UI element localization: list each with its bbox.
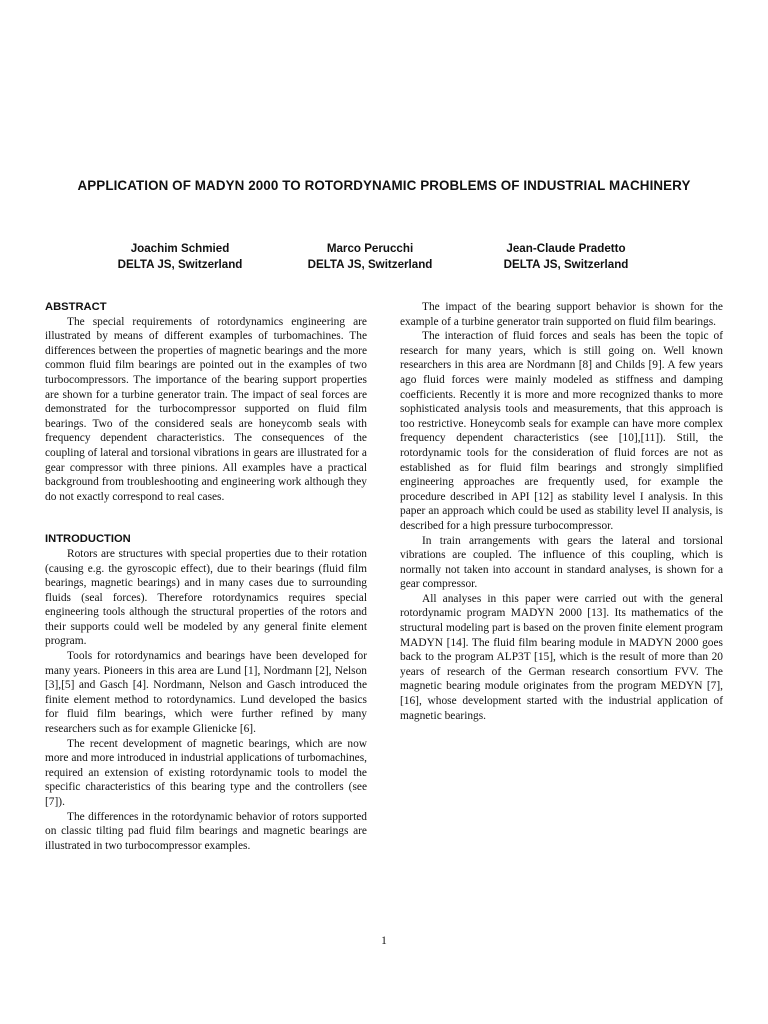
introduction-paragraph: Tools for rotordynamics and bearings have been developed for many years. Pioneers in this area are Lund [1], Nordmann [2], Nelson [3],[5] and Gasch [4]. Nordmann, Nelson and Gasch introduced the finite element method to rotordynamics. Lund developed the basics for fluid film bearings, which were further refined by many researchers such as for example Glienicke [6]. bbox=[45, 650, 367, 736]
author-block bbox=[270, 241, 470, 273]
author-affiliation: DELTA JS, Switzerland bbox=[117, 258, 243, 271]
body-paragraph: All analyses in this paper were carried out with the general rotordynamic program MADYN 2000 [13]. Its mathematics of the structural modeling part is based on the proven finite element program MADYN [14]. The fluid film bearing module in MADYN 2000 goes back to the program ALP3T [15], which is the result of more than 20 years of research of the German research consortium FVV. The magnetic bearing module originates from the program MEDYN [7],[16], whose development started with the industrial application of magnetic bearings. bbox=[400, 592, 723, 722]
body-paragraph: In train arrangements with gears the lateral and torsional vibrations are coupled. The influence of this coupling, which is normally not taken into account in standard analyses, is shown for a gear compressor. bbox=[400, 534, 723, 591]
paper-title: APPLICATION OF MADYN 2000 TO ROTORDYNAMIC PROBLEMS OF INDUSTRIAL MACHINERY bbox=[77, 178, 691, 193]
body-paragraph: The interaction of fluid forces and seals has been the topic of research for many years, which is still going on. Well known researchers in this area are Nordmann [8] and Childs [9]. A few years ago fluid forces were mainly modeled as stiffness and damping coefficients. Recently it is more and more recognized thanks to more sophisticated analysis tools and measurements, that this approach is too restrictive. Honeycomb seals for example can have more complex frequency dependent characteristics (see [10],[11]). Still, the rotordynamic tools for the consideration of fluid forces are not as established as for fluid film bearings and strongly simplified engineering approaches are frequently used, for example the procedure described in API [12] as stability level I analysis. In this paper an approach which could be used as stability level II analysis, is described for a high pressure turbocompressor. bbox=[400, 330, 723, 532]
author-block bbox=[466, 241, 666, 273]
author-name: Jean-Claude Pradetto bbox=[506, 242, 626, 255]
author-affiliation: DELTA JS, Switzerland bbox=[307, 258, 433, 271]
introduction-heading: INTRODUCTION bbox=[45, 533, 131, 546]
introduction-paragraph: Rotors are structures with special properties due to their rotation (causing e.g. the gyroscopic effect), due to their bearings (fluid film bearings, magnetic bearings) and in many cases due to surrounding fluids (seal forces). Therefore rotordynamics requires special engineering tools although the structural properties of the rotors and their supports could well be modeled by any general finite element program. bbox=[45, 547, 367, 648]
body-paragraph: The impact of the bearing support behavior is shown for the example of a turbine generator train supported on fluid film bearings. bbox=[400, 301, 723, 328]
author-name: Marco Perucchi bbox=[326, 242, 414, 255]
abstract-heading: ABSTRACT bbox=[45, 301, 107, 313]
introduction-paragraph: The recent development of magnetic bearings, which are now more and more introduced in industrial applications of turbomachines, required an extension of existing rotordynamic tools to model the specific characteristics of this bearing type and the controllers (see [7]). bbox=[45, 737, 367, 808]
page-number: 1 bbox=[381, 935, 387, 947]
author-name: Joachim Schmied bbox=[130, 242, 230, 255]
abstract-paragraph: The special requirements of rotordynamics engineering are illustrated by means of different examples of turbomachines. The differences between the properties of magnetic bearings and the more common fluid film bearings are pointed out in the examples of two turbocompressors. The importance of the bearing support properties are shown for a turbine generator train. The impact of seal forces are demonstrated for the turbocompressor supported on fluid film bearings. Two of the considered seals are honeycomb seals with frequency dependent characteristics. The consequences of the coupling of lateral and torsional vibrations in gears are illustrated for a gear compressor with three pinions. All examples have a practical background from troubleshooting and engineering work although they do not exactly correspond to real cases. bbox=[45, 315, 367, 503]
introduction-paragraph: The differences in the rotordynamic behavior of rotors supported on classic tilting pad fluid film bearings and magnetic bearings are illustrated in two turbocompressor examples. bbox=[45, 810, 367, 852]
right-column bbox=[400, 300, 723, 723]
author-block bbox=[80, 241, 280, 273]
left-column bbox=[45, 300, 367, 853]
author-affiliation: DELTA JS, Switzerland bbox=[503, 258, 629, 271]
